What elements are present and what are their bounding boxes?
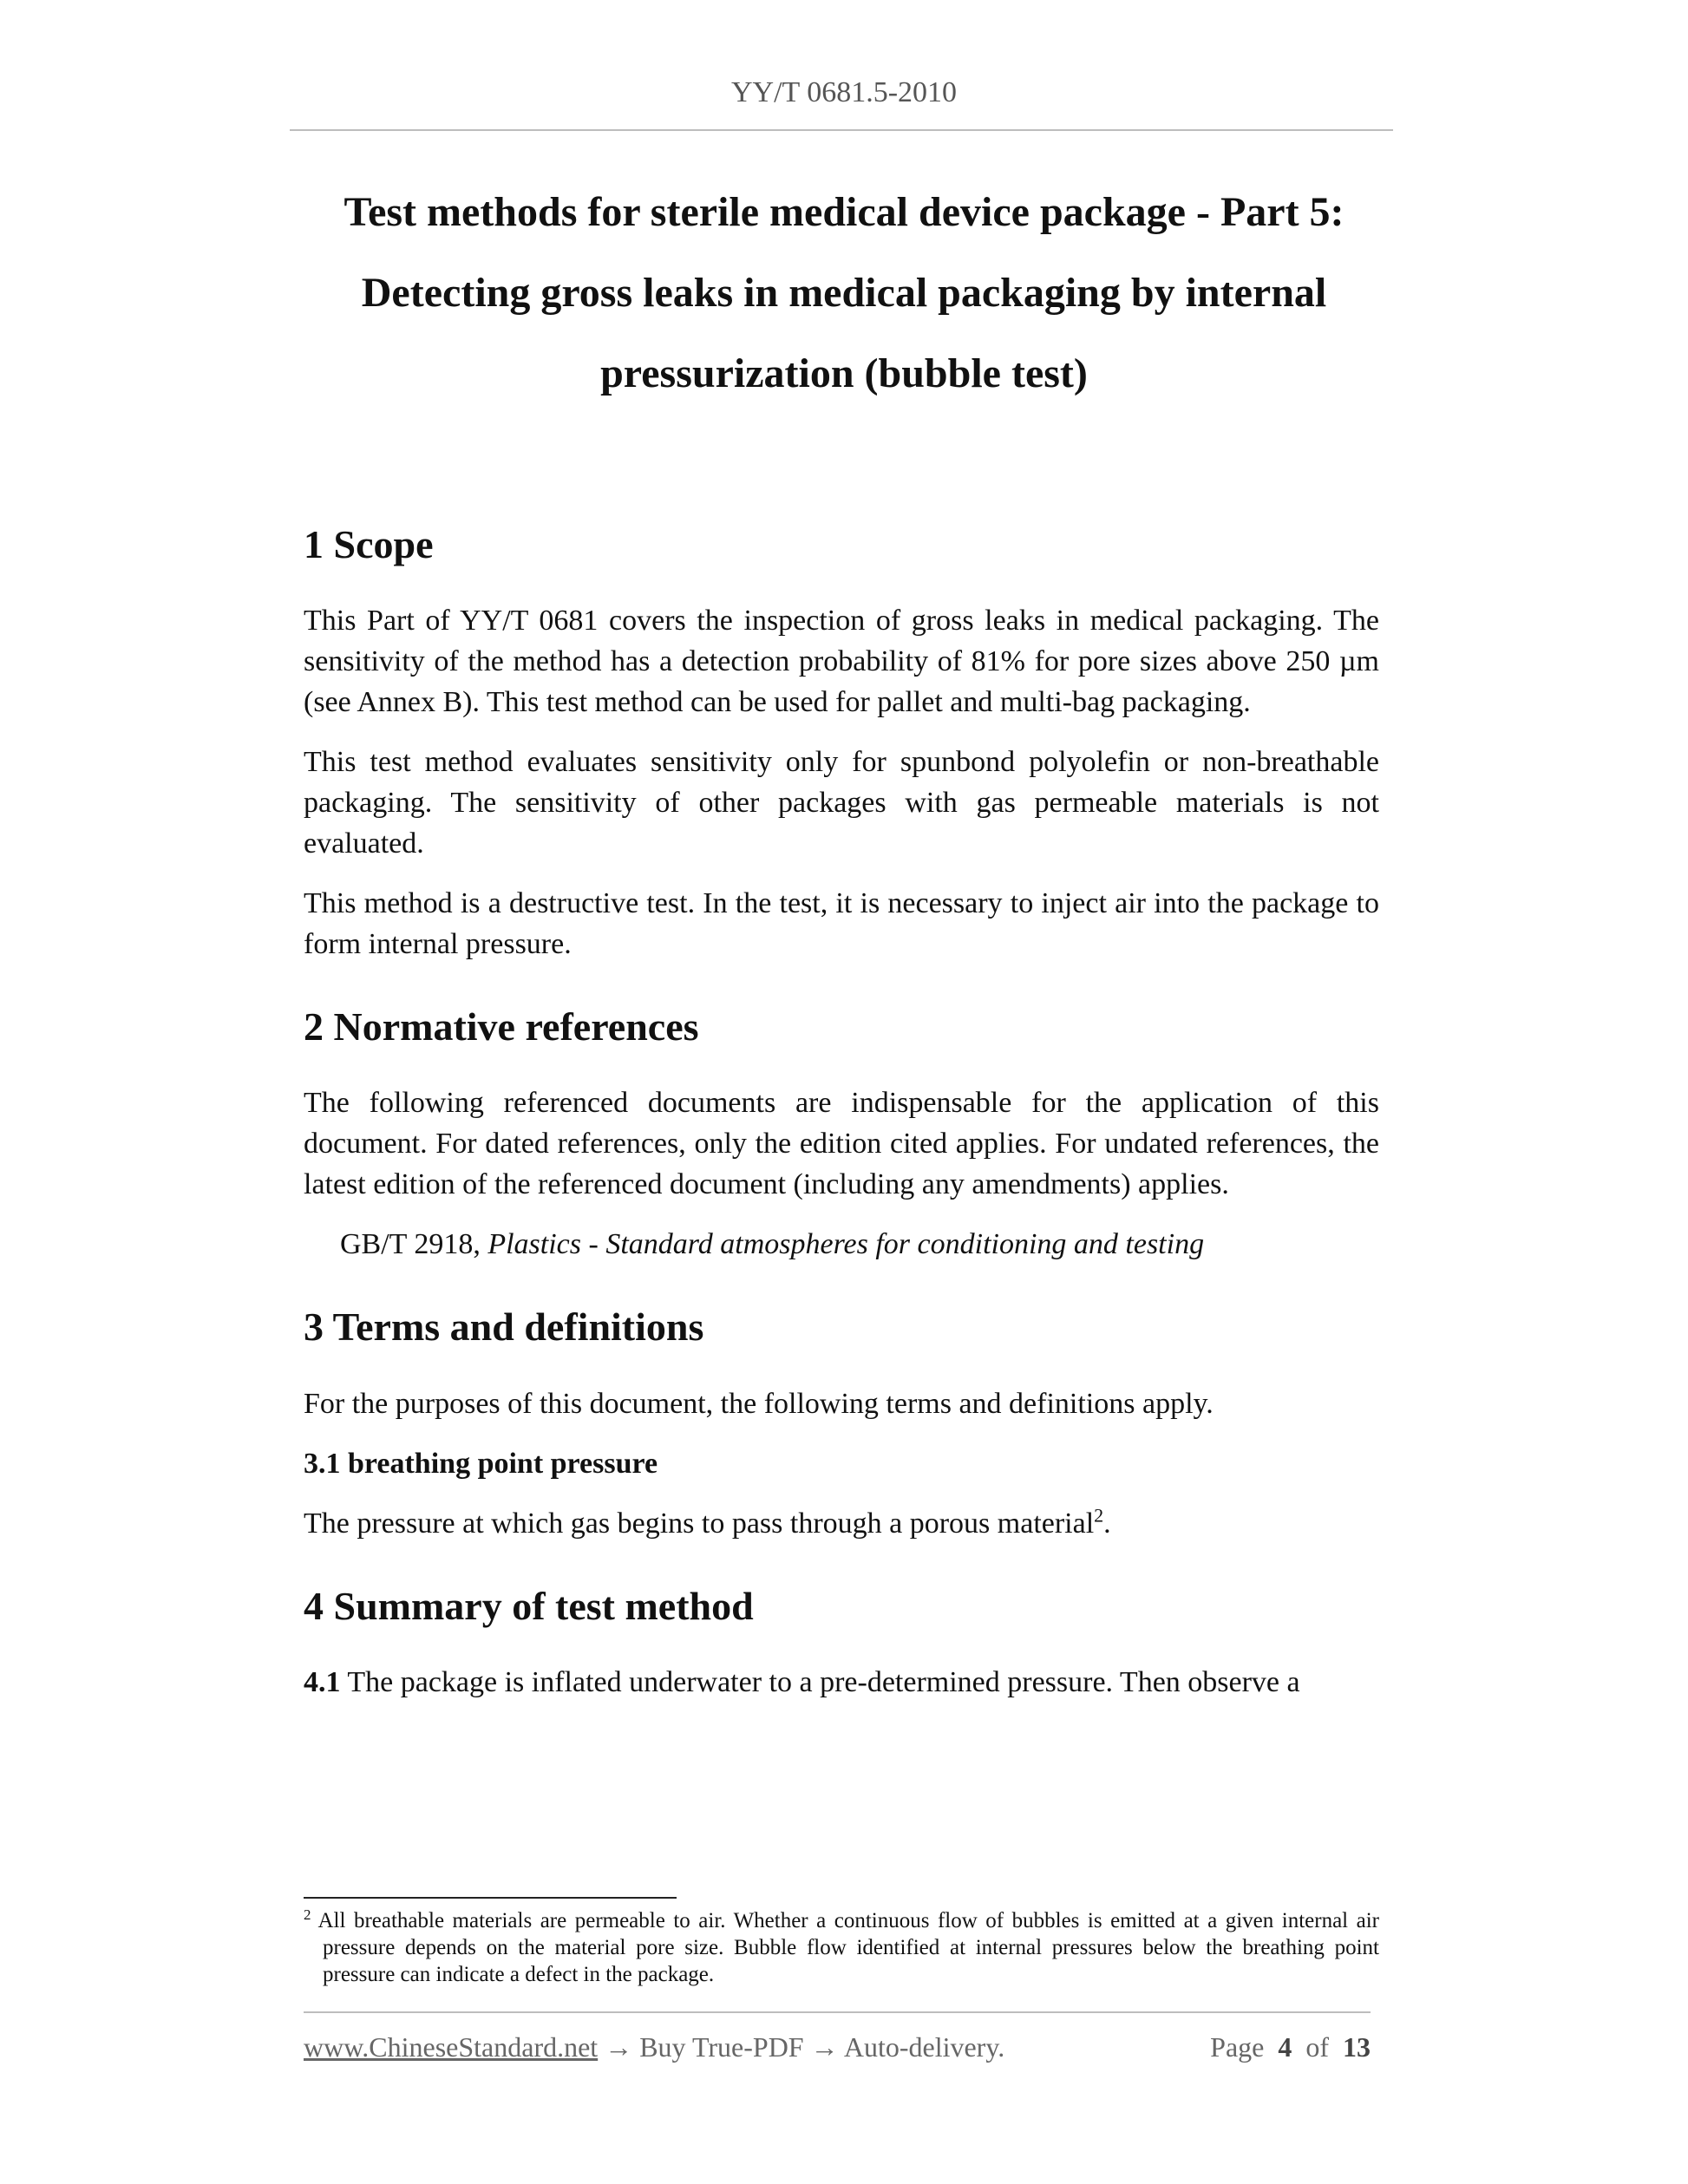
- of-label: of: [1305, 2031, 1329, 2063]
- title-line-2: Detecting gross leaks in medical packaging by internal: [361, 270, 1327, 316]
- definition-text: The pressure at which gas begins to pass through a porous material: [304, 1507, 1095, 1540]
- running-header: YY/T 0681.5-2010: [730, 76, 958, 108]
- footnote-text: All breathable materials are permeable to air. Whether a continuous flow of bubbles is emitted at a given internal air pressure depends on the material pore size. Bubble flow identified at internal pressures below the breathing point pressure can indicate a defect in the package.: [317, 1909, 1379, 1986]
- term-3-1: 3.1 breathing point pressure: [304, 1447, 658, 1480]
- clause-4-1-text: The package is inflated underwater to a pre-determined pressure. Then observe a: [340, 1665, 1300, 1698]
- section-4-heading: 4 Summary of test method: [304, 1583, 754, 1628]
- page-number: 4: [1278, 2031, 1292, 2063]
- scope-paragraph-3: This method is a destructive test. In the test, it is necessary to inject air into the package to form internal pressure.: [304, 887, 1379, 961]
- scope-paragraph-2: This test method evaluates sensitivity only for spunbond polyolefin or non-breathable packaging. The sensitivity of other packages with gas permeable materials is not evaluated.: [304, 746, 1379, 860]
- total-pages: 13: [1343, 2031, 1371, 2063]
- clause-4-1-number: 4.1: [304, 1665, 341, 1698]
- document-title: [260, 172, 1428, 414]
- title-line-3: pressurization (bubble test): [600, 350, 1088, 396]
- site-link[interactable]: www.ChineseStandard.net: [304, 2031, 599, 2063]
- title-line-1: Test methods for sterile medical device package - Part 5:: [343, 189, 1345, 235]
- section-3-heading: 3 Terms and definitions: [304, 1305, 704, 1350]
- page-label: Page: [1210, 2031, 1265, 2063]
- footnote-divider: [304, 1897, 677, 1899]
- page-indicator: [1210, 2031, 1371, 2063]
- footer-tagline: → Buy True-PDF → Auto-delivery.: [598, 2031, 1005, 2063]
- definition-end: .: [1103, 1507, 1111, 1540]
- footnote-reference: 2: [1094, 1504, 1104, 1527]
- terms-intro-paragraph: For the purposes of this document, the following terms and definitions apply.: [304, 1387, 1214, 1420]
- footer-divider: [304, 2011, 1371, 2013]
- scope-paragraph-1: This Part of YY/T 0681 covers the inspection of gross leaks in medical packaging. The sensitivity of the method has a detection probability of 81% for pore sizes above 250 µm (see Annex B). This test method can be used for pallet and multi-bag packaging.: [304, 605, 1379, 719]
- clause-4-1: [304, 1662, 1379, 1703]
- section-2-heading: 2 Normative references: [304, 1004, 699, 1049]
- reference-title: Plastics - Standard atmospheres for conditioning and testing: [487, 1228, 1205, 1261]
- term-3-1-definition: [304, 1503, 1379, 1544]
- reference-code: GB/T 2918,: [340, 1228, 488, 1261]
- document-body: [304, 520, 1379, 1703]
- normative-reference-item: [304, 1224, 1379, 1265]
- footnote-marker: 2: [304, 1906, 311, 1923]
- footer-promo: [304, 2031, 1004, 2063]
- section-1-heading: 1 Scope: [304, 522, 434, 566]
- header-divider: [290, 129, 1393, 131]
- footnote-2: [304, 1907, 1379, 1988]
- normative-paragraph: The following referenced documents are indispensable for the application of this document. For dated references, only the edition cited applies. For undated references, the latest edition of the referenced document (including any amendments) applies.: [304, 1087, 1379, 1201]
